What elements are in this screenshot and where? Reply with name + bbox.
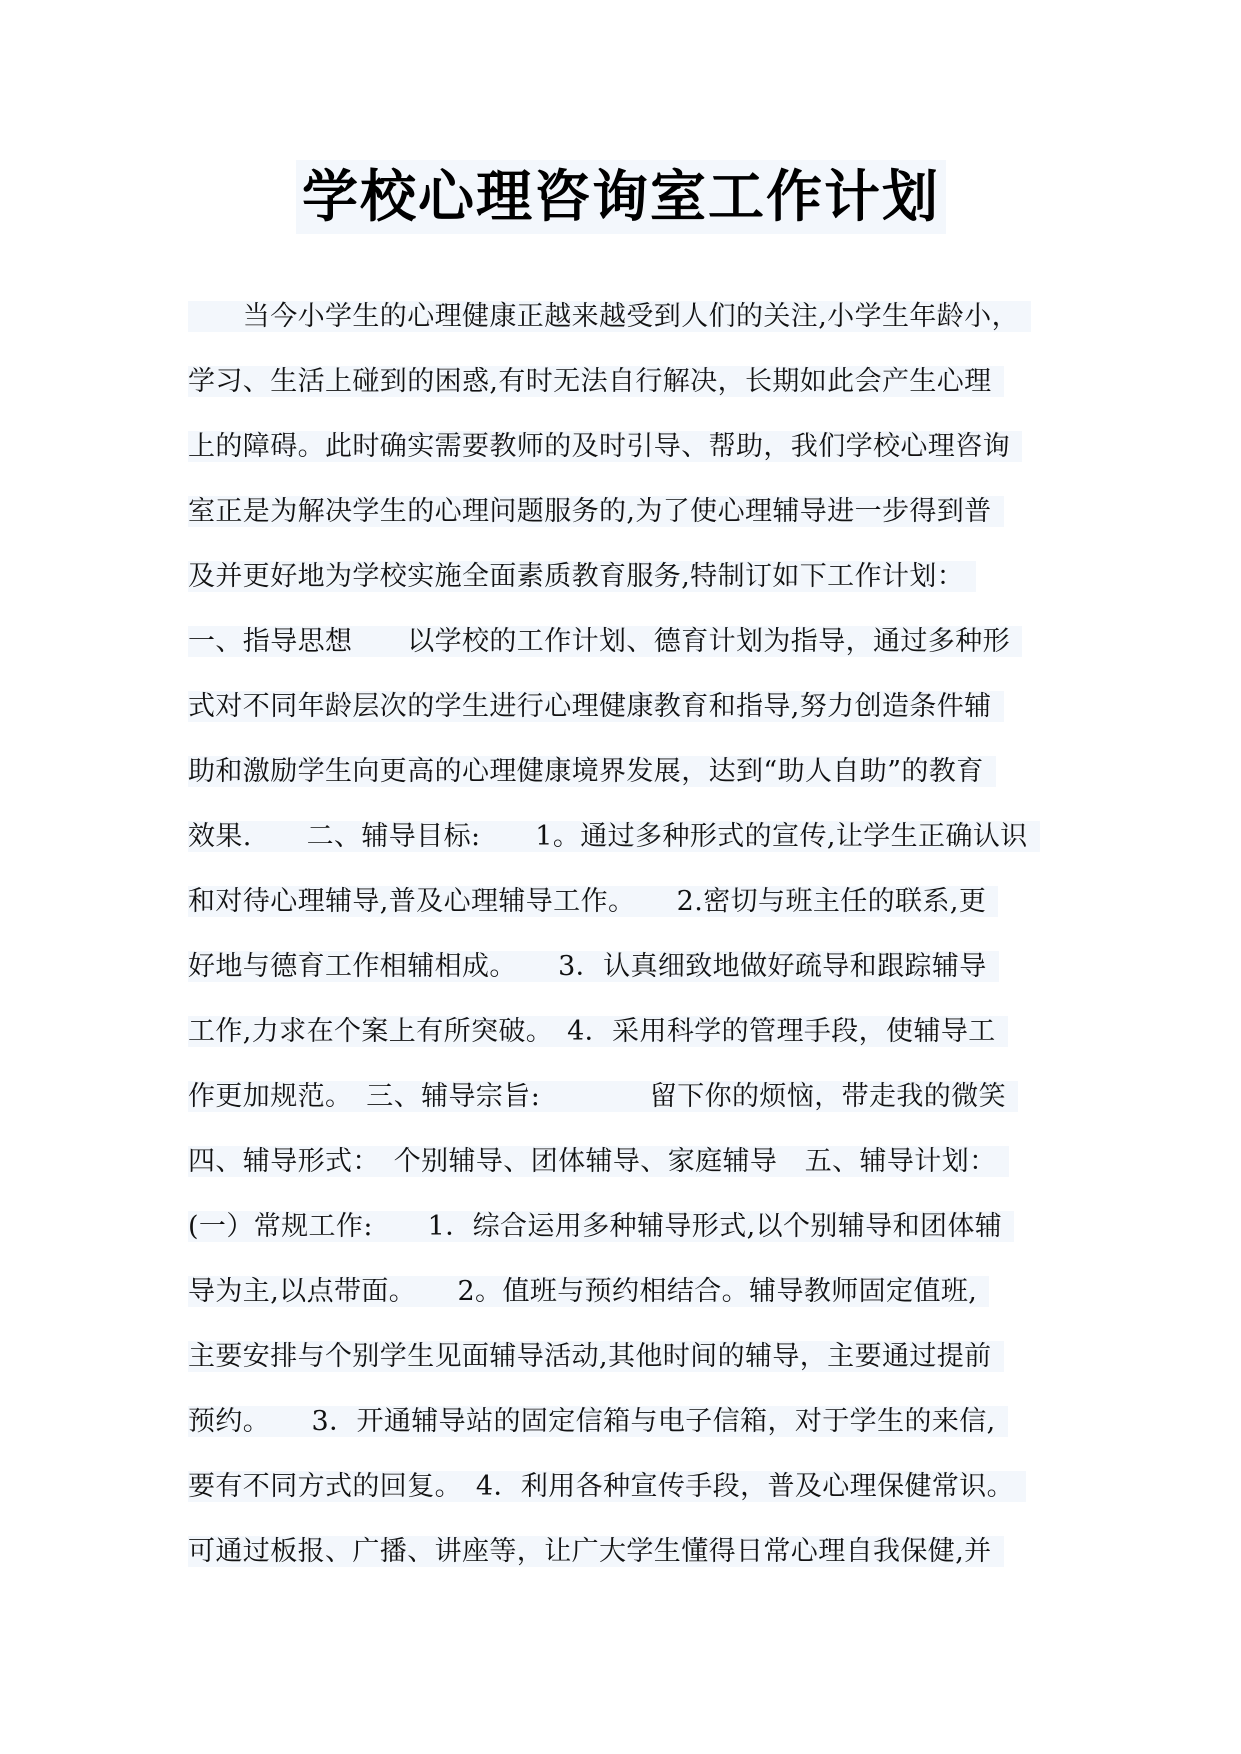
body-line [188, 290, 1128, 355]
body-line [188, 1460, 1128, 1525]
body-line [188, 485, 1128, 550]
body-line [188, 355, 1128, 420]
body-line [188, 1200, 1128, 1265]
body-line [188, 810, 1128, 875]
body-line [188, 1070, 1128, 1135]
body-line-text: 助和激励学生向更高的心理健康境界发展，达到“助人自助”的教育 [188, 756, 996, 787]
body-line [188, 1330, 1128, 1395]
body-line [188, 1525, 1128, 1590]
body-line-text: 式对不同年龄层次的学生进行心理健康教育和指导,努力创造条件辅 [188, 691, 1004, 722]
body-line [188, 550, 1128, 615]
body-line [188, 420, 1128, 485]
body-line-text: 学习、生活上碰到的困惑,有时无法自行解决，长期如此会产生心理 [188, 366, 1004, 397]
body-line [188, 1005, 1128, 1070]
body-line-text: 作更加规范。 三、辅导宗旨: 留下你的烦恼，带走我的微笑 [188, 1081, 1018, 1112]
body-line-text: 要有不同方式的回复。 4．利用各种宣传手段，普及心理保健常识。 [188, 1471, 1026, 1502]
body-line-text: 及并更好地为学校实施全面素质教育服务,特制订如下工作计划： [188, 561, 976, 592]
body-line-text: (一）常规工作: 1．综合运用多种辅导形式,以个别辅导和团体辅 [188, 1211, 1014, 1242]
body-line [188, 940, 1128, 1005]
body-line-text: 四、辅导形式： 个别辅导、团体辅导、家庭辅导 五、辅导计划： [188, 1146, 1009, 1177]
document-title: 学校心理咨询室工作计划 [296, 160, 946, 234]
body-line-text: 主要安排与个别学生见面辅导活动,其他时间的辅导，主要通过提前 [188, 1341, 1004, 1372]
body-line [188, 1395, 1128, 1460]
body-line [188, 680, 1128, 745]
body-line-text: 和对待心理辅导,普及心理辅导工作。 2.密切与班主任的联系,更 [188, 886, 998, 917]
body-line [188, 615, 1128, 680]
body-line-text: 工作,力求在个案上有所突破。 4．采用科学的管理手段，使辅导工 [188, 1016, 1008, 1047]
body-line [188, 1265, 1128, 1330]
body-line-text: 一、指导思想 以学校的工作计划、德育计划为指导，通过多种形 [188, 626, 1022, 657]
body-line [188, 745, 1128, 810]
document-body [188, 290, 1128, 1590]
body-line [188, 1135, 1128, 1200]
body-line-text: 预约。 3．开通辅导站的固定信箱与电子信箱，对于学生的来信, [188, 1406, 1008, 1437]
body-line-text: 当今小学生的心理健康正越来越受到人们的关注,小学生年龄小， [188, 301, 1031, 332]
body-line-text: 可通过板报、广播、讲座等，让广大学生懂得日常心理自我保健,并 [188, 1536, 1004, 1567]
body-line-text: 室正是为解决学生的心理问题服务的,为了使心理辅导进一步得到普 [188, 496, 1004, 527]
body-line-text: 好地与德育工作相辅相成。 3．认真细致地做好疏导和跟踪辅导 [188, 951, 999, 982]
body-line-text: 上的障碍。此时确实需要教师的及时引导、帮助，我们学校心理咨询 [188, 431, 1022, 462]
body-line [188, 875, 1128, 940]
body-line-text: 导为主,以点带面。 2。值班与预约相结合。辅导教师固定值班, [188, 1276, 989, 1307]
body-line-text: 效果. 二、辅导目标: 1。通过多种形式的宣传,让学生正确认识 [188, 821, 1040, 852]
